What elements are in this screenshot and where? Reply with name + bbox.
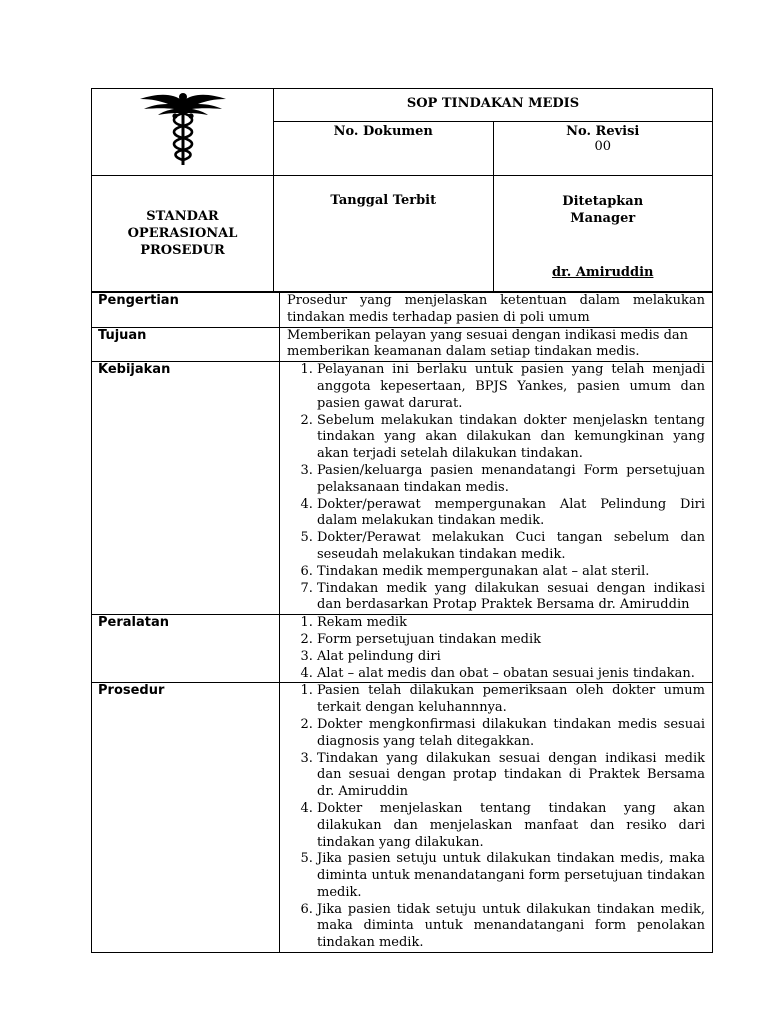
- kebijakan-label: Kebijakan: [92, 362, 280, 615]
- standar-line-1: STANDAR: [146, 209, 219, 224]
- standar-line-2: OPERASIONAL: [127, 226, 238, 241]
- manager-label: Manager: [570, 211, 636, 226]
- list-item: 6. Jika pasien tidak setuju untuk dilakukan tindakan medik, maka diminta untuk menandatangani form penolakan tindakan medik.: [317, 902, 705, 952]
- kebijakan-content: [280, 362, 713, 615]
- list-item: 4. Alat – alat medis dan obat – obatan sesuai jenis tindakan.: [317, 666, 705, 683]
- prosedur-label: Prosedur: [92, 683, 280, 953]
- row-tujuan: [92, 327, 713, 362]
- pengertian-label: Pengertian: [92, 293, 280, 328]
- list-item: 2. Form persetujuan tindakan medik: [317, 632, 705, 649]
- caduceus-logo-icon: [138, 89, 228, 169]
- list-item: 1. Pelayanan ini berlaku untuk pasien yang telah menjadi anggota kepesertaan, BPJS Yankes, pasien umum dan pasien gawat darurat.: [317, 362, 705, 412]
- ditetapkan-label: Ditetapkan: [562, 194, 644, 209]
- peralatan-content: [280, 615, 713, 683]
- row-peralatan: [92, 615, 713, 683]
- list-item: 4. Dokter menjelaskan tentang tindakan yang akan dilakukan dan menjelaskan manfaat dan resiko dari tindakan yang dilakukan.: [317, 801, 705, 851]
- list-item: 5. Jika pasien setuju untuk dilakukan tindakan medis, maka diminta untuk menandatangani form persetujuan tindakan medik.: [317, 851, 705, 901]
- peralatan-label: Peralatan: [92, 615, 280, 683]
- standar-line-3: PROSEDUR: [140, 243, 225, 258]
- list-item: 5. Dokter/Perawat melakukan Cuci tangan sebelum dan seseudah melakukan tindakan medik.: [317, 530, 705, 564]
- row-pengertian: [92, 293, 713, 328]
- no-revisi-value: 00: [594, 138, 612, 154]
- no-dokumen-cell: [274, 121, 494, 175]
- list-item: 1. Pasien telah dilakukan pemeriksaan oleh dokter umum terkait dengan keluhannnya.: [317, 683, 705, 717]
- tujuan-label: Tujuan: [92, 327, 280, 362]
- logo-cell: [92, 89, 274, 176]
- sop-document: [91, 88, 713, 953]
- pengertian-text: Prosedur yang menjelaskan ketentuan dalam melakukan tindakan medis terhadap pasien di poli umum: [280, 293, 713, 328]
- list-item: 2. Dokter mengkonfirmasi dilakukan tindakan medis sesuai diagnosis yang telah ditegakkan.: [317, 717, 705, 751]
- ditetapkan-cell: [493, 176, 713, 292]
- tanggal-terbit-label: Tanggal Terbit: [330, 193, 437, 208]
- signatory-name: dr. Amiruddin: [552, 265, 654, 280]
- row-kebijakan: [92, 362, 713, 615]
- list-item: 6. Tindakan medik mempergunakan alat – alat steril.: [317, 564, 705, 581]
- list-item: 1. Rekam medik: [317, 615, 705, 632]
- prosedur-content: [280, 683, 713, 953]
- tujuan-text: Memberikan pelayan yang sesuai dengan indikasi medis dan memberikan keamanan dalam setiap tindakan medis.: [280, 327, 713, 362]
- no-dokumen-label: No. Dokumen: [333, 123, 433, 139]
- list-item: 3. Tindakan yang dilakukan sesuai dengan indikasi medik dan sesuai dengan protap tindakan di Praktek Bersama dr. Amiruddin: [317, 751, 705, 801]
- sop-body-table: [91, 292, 713, 953]
- sop-title: SOP TINDAKAN MEDIS: [274, 89, 713, 122]
- list-item: 3. Alat pelindung diri: [317, 649, 705, 666]
- peralatan-list: [287, 615, 705, 682]
- no-revisi-label: No. Revisi: [566, 123, 640, 139]
- kebijakan-list: [287, 362, 705, 614]
- list-item: 2. Sebelum melakukan tindakan dokter menjelaskn tentang tindakan yang akan dilakukan dan kemungkinan yang akan terjadi setelah dilakukan tindakan.: [317, 413, 705, 463]
- no-revisi-cell: [493, 121, 713, 175]
- tanggal-terbit-cell: [274, 176, 494, 292]
- prosedur-list: [287, 683, 705, 952]
- standar-operasional-prosedur: [92, 176, 274, 292]
- row-prosedur: [92, 683, 713, 953]
- list-item: 7. Tindakan medik yang dilakukan sesuai dengan indikasi dan berdasarkan Protap Praktek Bersama dr. Amiruddin: [317, 581, 705, 615]
- sop-header-table: [91, 88, 713, 292]
- list-item: 4. Dokter/perawat mempergunakan Alat Pelindung Diri dalam melakukan tindakan medik.: [317, 497, 705, 531]
- list-item: 3. Pasien/keluarga pasien menandatangi Form persetujuan pelaksanaan tindakan medis.: [317, 463, 705, 497]
